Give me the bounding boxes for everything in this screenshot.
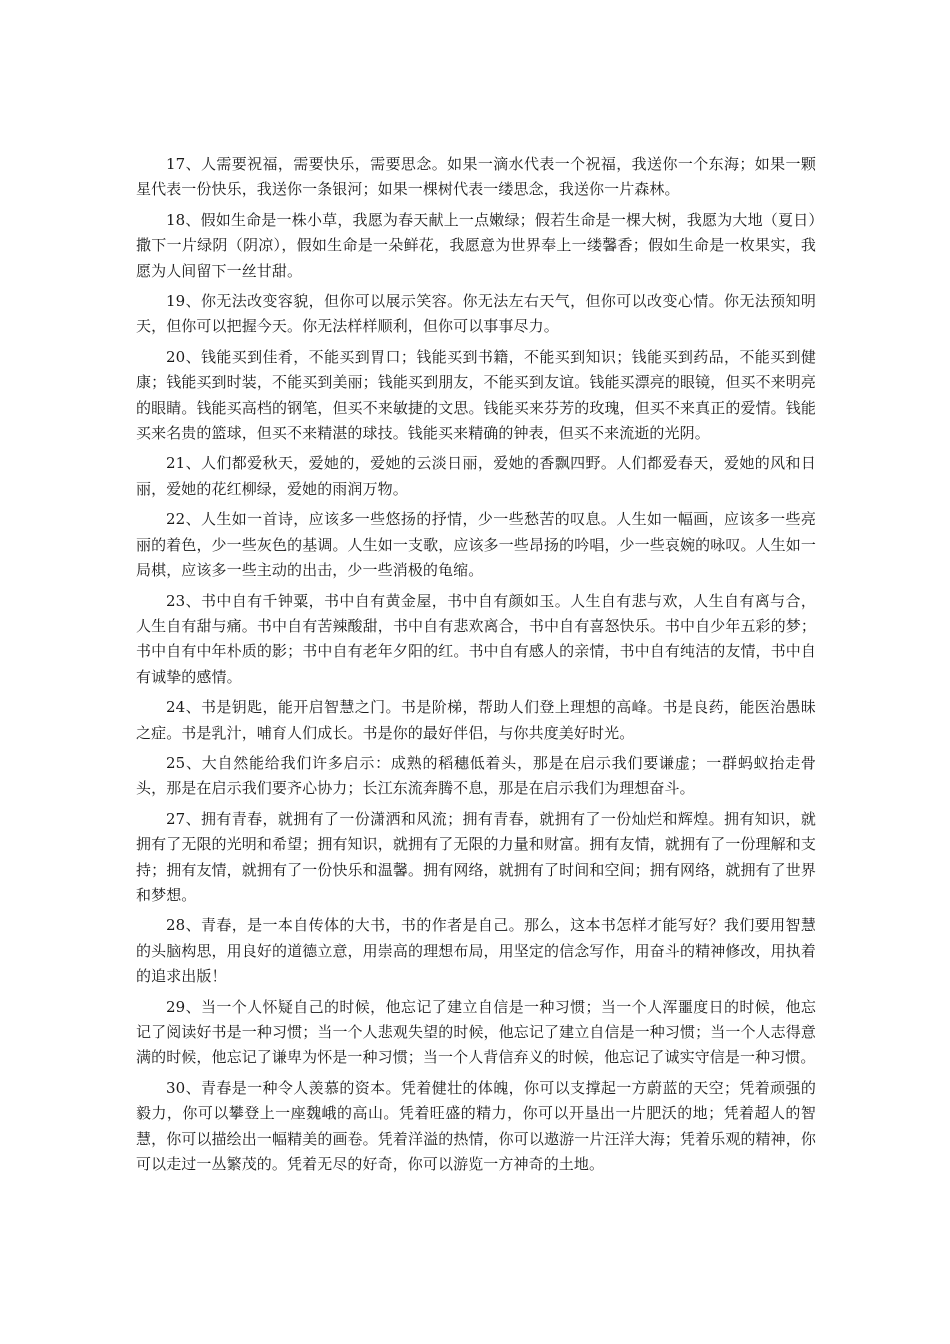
paragraph-30: 30、青春是一种令人羡慕的资本。凭着健壮的体魄，你可以支撑起一方蔚蓝的天空；凭着顽强的毅力，你可以攀登上一座魏峨的高山。凭着旺盛的精力，你可以开垦出一片肥沃的地；凭着超人的智慧，你可以描绘出一幅精美的画卷。凭着洋溢的热情，你可以遨游一片汪洋大海；凭着乐观的精神，你可以走过一丛繁茂的。凭着无尽的好奇，你可以游览一方神奇的土地。 [136, 1078, 816, 1174]
paragraph-20: 20、钱能买到佳肴，不能买到胃口；钱能买到书籍，不能买到知识；钱能买到药品，不能买到健康；钱能买到时装，不能买到美丽；钱能买到朋友，不能买到友谊。钱能买漂亮的眼镜，但买不来明亮的眼睛。钱能买高档的钢笔，但买不来敏捷的文思。钱能买来芬芳的玫瑰，但买不来真正的爱情。钱能买来名贵的篮球，但买不来精湛的球技。钱能买来精确的钟表，但买不来流逝的光阴。 [136, 347, 816, 443]
paragraph-29: 29、当一个人怀疑自己的时候，他忘记了建立自信是一种习惯；当一个人浑噩度日的时候，他忘记了阅读好书是一种习惯；当一个人悲观失望的时候，他忘记了建立自信是一种习惯；当一个人志得意满的时候，他忘记了谦卑为怀是一种习惯；当一个人背信弃义的时候，他忘记了诚实守信是一种习惯。 [136, 997, 816, 1067]
paragraph-17: 17、人需要祝福，需要快乐，需要思念。如果一滴水代表一个祝福，我送你一个东海；如果一颗星代表一份快乐，我送你一条银河；如果一棵树代表一缕思念，我送你一片森林。 [136, 155, 816, 199]
paragraph-24: 24、书是钥匙，能开启智慧之门。书是阶梯，帮助人们登上理想的高峰。书是良药，能医治愚昧之症。书是乳汁，哺育人们成长。书是你的最好伴侣，与你共度美好时光。 [136, 698, 816, 742]
paragraph-18: 18、假如生命是一株小草，我愿为春天献上一点嫩绿；假若生命是一棵大树，我愿为大地（夏日）撒下一片绿阴（阴凉），假如生命是一朵鲜花，我愿意为世界奉上一缕馨香；假如生命是一枚果实，我愿为人间留下一丝甘甜。 [136, 210, 816, 280]
paragraph-19: 19、你无法改变容貌，但你可以展示笑容。你无法左右天气，但你可以改变心情。你无法预知明天，但你可以把握今天。你无法样样顺利，但你可以事事尽力。 [136, 292, 816, 336]
document-page [136, 152, 816, 1182]
paragraph-28: 28、青春，是一本自传体的大书，书的作者是自己。那么，这本书怎样才能写好？我们要用智慧的头脑构思，用良好的道德立意，用崇高的理想布局，用坚定的信念写作，用奋斗的精神修改，用执着的追求出版！ [136, 916, 816, 986]
paragraph-25: 25、大自然能给我们许多启示：成熟的稻穗低着头，那是在启示我们要谦虚；一群蚂蚁抬走骨头，那是在启示我们要齐心协力；长江东流奔腾不息，那是在启示我们为理想奋斗。 [136, 753, 816, 798]
paragraph-21: 21、人们都爱秋天，爱她的，爱她的云淡日丽，爱她的香飘四野。人们都爱春天，爱她的风和日丽，爱她的花红柳绿，爱她的雨润万物。 [136, 454, 816, 498]
paragraph-27: 27、拥有青春，就拥有了一份潇洒和风流；拥有青春，就拥有了一份灿烂和辉煌。拥有知识，就拥有了无限的光明和希望；拥有知识，就拥有了无限的力量和财富。拥有友情，就拥有了一份理解和支持；拥有友情，就拥有了一份快乐和温馨。拥有网络，就拥有了时间和空间；拥有网络，就拥有了世界和梦想。 [136, 809, 816, 904]
paragraph-23: 23、书中自有千钟粟，书中自有黄金屋，书中自有颜如玉。人生自有悲与欢，人生自有离与合，人生自有甜与痛。书中自有苦辣酸甜，书中自有悲欢离合，书中自有喜怒快乐。书中自少年五彩的梦；书中自有中年朴质的影；书中自有老年夕阳的红。书中自有感人的亲情，书中自有纯洁的友情，书中自有诚挚的感情。 [136, 591, 816, 686]
paragraph-22: 22、人生如一首诗，应该多一些悠扬的抒情，少一些愁苦的叹息。人生如一幅画，应该多一些亮丽的着色，少一些灰色的基调。人生如一支歌，应该多一些昂扬的吟唱，少一些哀婉的咏叹。人生如一局棋，应该多一些主动的出击，少一些消极的龟缩。 [136, 510, 816, 580]
